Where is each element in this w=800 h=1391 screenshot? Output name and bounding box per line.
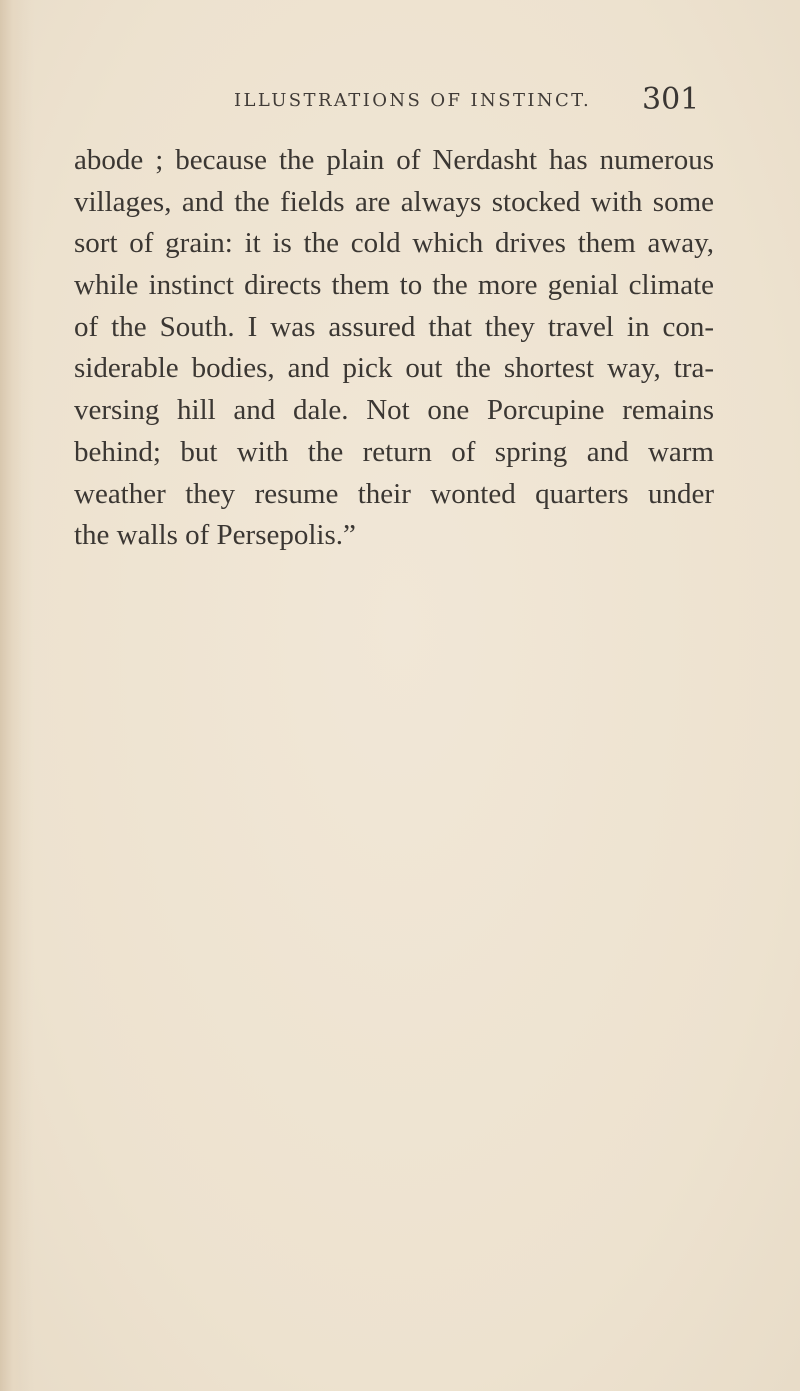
- text-line: versing hill and dale. Not one Porcupine remains: [74, 394, 714, 427]
- running-head: [0, 82, 800, 122]
- text-line: behind; but with the return of spring and warm: [74, 435, 714, 468]
- text-line: of the South. I was assured that they travel in con-: [74, 310, 714, 343]
- text-line: abode ; because the plain of Nerdasht has numerous: [74, 144, 714, 176]
- text-line: weather they resume their wonted quarters under: [74, 477, 714, 510]
- text-line: while instinct directs them to the more genial climate: [74, 269, 714, 302]
- text-line: villages, and the fields are always stocked with some: [74, 185, 714, 218]
- page-number: 301: [642, 82, 700, 117]
- running-head-title: ILLUSTRATIONS OF INSTINCT.: [234, 90, 592, 111]
- text-line: sort of grain: it is the cold which drives them away,: [74, 227, 714, 260]
- text-line: siderable bodies, and pick out the shortest way, tra-: [74, 352, 714, 385]
- text-line-last: the walls of Persepolis.”: [74, 519, 356, 552]
- page-binding-edge: [0, 0, 22, 1391]
- body-text: [74, 140, 714, 557]
